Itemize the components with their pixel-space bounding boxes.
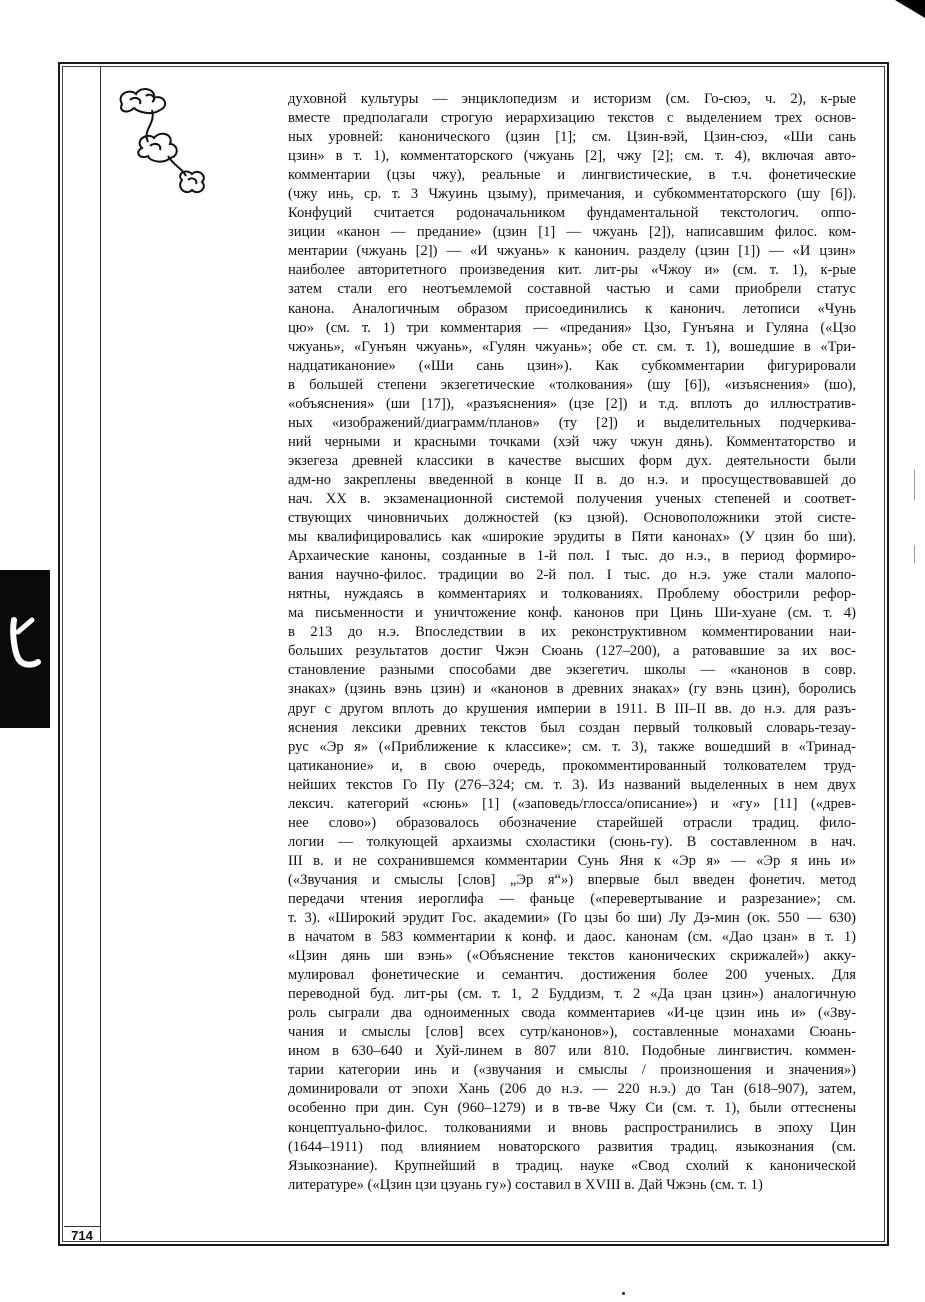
text-line: нейших текстов Го Пу (276–324; см. т. 3). Из названий выделенных в нем двух xyxy=(288,776,856,793)
text-line: адм-но закреплены введенной в конце II в. до н.э. и просуществовавшей до xyxy=(288,471,856,488)
text-line: мулировал фонетические и семантич. достижения более 200 ученых. Для xyxy=(288,967,856,984)
text-line: становление разными способами две экзегетич. школы — «канонов в совр. xyxy=(288,662,856,679)
text-line: друг с другом вплоть до крушения империи в 1911. В III–II вв. до н.э. для разъ- xyxy=(288,700,856,717)
text-line: нач. XX в. экзаменационной системой получения ученых степеней и соответ- xyxy=(288,490,856,507)
text-line: вместе предполагали строгую иерархизацию текстов с выделением трех основ- xyxy=(288,110,856,127)
text-line: логии — толкующей архаизмы схоластики (сюнь-гу). В составленном в нач. xyxy=(288,833,856,850)
text-line: ином в 630–640 и Хуй-линем в 807 или 810. Подобные лингвистич. коммен- xyxy=(288,1043,856,1060)
text-line: переводной буд. лит-ры (см. т. 1, 2 Буддизм, т. 2 «Да цзан цзин») аналогичную xyxy=(288,986,856,1003)
text-line: цю» (см. т. 1) три комментария — «предания» Цзо, Гунъяна и Гуляна («Цзо xyxy=(288,319,856,336)
text-line: литературе» («Цзин цзи цзуань гу») составил в XVIII в. Дай Чжэнь (см. т. 1) xyxy=(288,1176,763,1193)
page-number: 714 xyxy=(64,1226,100,1245)
text-line: чжуань», «Гунъян чжуань», «Гулян чжуань»; обе ст. см. т. 1), вошедшие в «Три- xyxy=(288,338,856,355)
text-line: ных уровней: канонического (цзин [1]; см. Цзин-вэй, Цзин-сюэ, «Ши сань xyxy=(288,129,856,146)
text-line: мы квалифицировались как «широкие эрудиты в Пяти канонах» (У цзин бо ши). xyxy=(288,529,856,546)
text-line: т. 3). «Широкий эрудит Гос. академии» (Го цзы бо ши) Лу Дэ-мин (ок. 550 — 630) xyxy=(288,910,856,927)
text-line: («Звучания и смыслы [слов] „Эр я“») впервые был введен фонетич. метод xyxy=(288,871,856,888)
text-line: экзегеза древней классики в качестве высших форм дух. деятельности были xyxy=(288,452,856,469)
text-line: вания научно-филос. традиции во 2-й пол. I тыс. до н.э. уже стали малопо- xyxy=(288,567,856,584)
text-line: духовной культуры — энциклопедизм и историзм (см. Го-сюэ, ч. 2), к-рые xyxy=(288,91,856,107)
text-line: цатиканоние» и, в свою очередь, прокомментированный толкователем труд- xyxy=(288,757,856,774)
text-line: (1644–1911) под влиянием новаторского развития традиц. языкознания (см. xyxy=(288,1138,856,1155)
text-line: надцатиканоние» («Ши сань цзин»). Как субкомментарии фигурировали xyxy=(288,357,856,374)
text-line: рус «Эр я» («Приближение к классике»; см. т. 3), также вошедший в «Тринад- xyxy=(288,738,856,755)
text-line: комментарии (цзы чжу), реальные и лингвистические, в т.ч. фонетические xyxy=(288,167,856,184)
margin-divider xyxy=(100,66,101,1242)
text-line: Архаические каноны, созданные в 1-й пол. I тыс. до н.э., в период формиро- xyxy=(288,548,856,565)
text-line: цзин» в т. 1), комментаторского (чжуань [2], чжу [2]; см. т. 4), включая авто- xyxy=(288,148,856,165)
corner-mark xyxy=(895,0,925,18)
text-line: канона. Аналогичным образом присоединились к канонич. летописи «Чунь xyxy=(288,300,856,317)
text-line: ствующих чиновничьих должностей (кэ цзюй). Основоположники этой систе- xyxy=(288,510,856,527)
text-line: знаках» (цзинь вэнь цзин) и «канонов в древних знаках» (гу вэнь цзин), боролись xyxy=(288,681,856,698)
text-line: нятны, нуждаясь в комментариях и толкованиях. Проблему обострили рефор- xyxy=(288,586,856,603)
text-line: в 213 до н.э. Впоследствии в их реконструктивном комментировании наи- xyxy=(288,624,856,641)
text-line: Конфуций считается родоначальником фундаментальной текстологич. оппо- xyxy=(288,205,856,222)
text-line: ментарии (чжуань [2]) — «И чжуань» к канонич. разделу (цзин [1]) — «И цзин» xyxy=(288,243,856,260)
text-line: наиболее авторитетного произведения кит. лит-ры «Чжоу и» (см. т. 1), к-рые xyxy=(288,262,856,279)
text-line: ных «изображений/диаграмм/планов» (ту [2]) и выделительных подчеркива- xyxy=(288,414,856,431)
text-line: роль сыграли два одноименных свода комментариев «И-це цзин инь и» («Зву- xyxy=(288,1005,856,1022)
text-line: «Цзин дянь ши вэнь» («Объяснение текстов канонических скрижалей») акку- xyxy=(288,948,856,965)
text-line: ма письменности и уничтожение конф. канонов при Цинь Ши-хуане (см. т. 4) xyxy=(288,605,856,622)
text-line: передачи чтения иероглифа — фаньце («перевертывание и разрезание»; см. xyxy=(288,890,856,907)
text-line: концептуально-филос. толкованиями и вновь распространились в эпоху Цин xyxy=(288,1119,856,1136)
text-line: лексич. категорий «сюнь» [1] («заповедь/глосса/описание») и «гу» [11] («древ- xyxy=(288,795,856,812)
text-line: больших результатов достиг Чжэн Сюань (127–200), а ратовавшие за их вос- xyxy=(288,643,856,660)
section-tab-glyph-icon xyxy=(8,612,42,672)
edge-mark xyxy=(914,470,915,500)
text-line: «объяснения» (ши [17]), «разъяснения» (цзе [2]) и т.д. вплоть до иллюстратив- xyxy=(288,395,856,412)
text-line: нее слово») образовалось обозначение старейшей отрасли традиц. фило- xyxy=(288,814,856,831)
text-line: ний черными и красными точками (хэй чжу чжун дянь). Комментаторство и xyxy=(288,433,856,450)
text-line: тарии категории инь и («звучания и смыслы / произношения и значения») xyxy=(288,1062,856,1079)
article-body xyxy=(288,90,856,1195)
text-line: особенно при дин. Сун (960–1279) и в тв-ве Чжу Си (см. т. 1), были оттеснены xyxy=(288,1100,856,1117)
edge-mark xyxy=(914,545,915,563)
text-line: чания и смыслы [слов] всех сутр/канонов»), составленные монахами Сюань- xyxy=(288,1024,856,1041)
text-line: доминировали от эпохи Хань (206 до н.э. — 220 н.э.) до Тан (618–907), затем, xyxy=(288,1081,856,1098)
text-line: зиции «канон — предание» (цзин [1] — чжуань [2]), написавшим филос. ком- xyxy=(288,224,856,241)
article-paragraph xyxy=(288,90,856,1195)
text-line: Языкознание). Крупнейший в традиц. науке «Свод схолий к канонической xyxy=(288,1157,856,1174)
text-line: III в. и не сохранившемся комментарии Сунь Яня к «Эр я» — «Эр я инь и» xyxy=(288,852,856,869)
text-line: в большей степени экзегетические «толкования» (шу [6]), «изъяснения» (шо), xyxy=(288,376,856,393)
text-line: затем стали его неотъемлемой составной частью и сами приобрели статус xyxy=(288,281,856,298)
cloud-ornament-icon xyxy=(112,84,212,204)
text-line: яснения лексики древних текстов был создан первый толковый словарь-тезау- xyxy=(288,719,856,736)
text-line: (чжу инь, ср. т. 3 Чжуинь цзыму), примечания, и субкомментаторского (шу [6]). xyxy=(288,186,856,203)
text-line: в начатом в 583 комментарии к конф. и даос. канонам (см. «Дао цзан» в т. 1) xyxy=(288,929,856,946)
speck xyxy=(622,1292,625,1295)
